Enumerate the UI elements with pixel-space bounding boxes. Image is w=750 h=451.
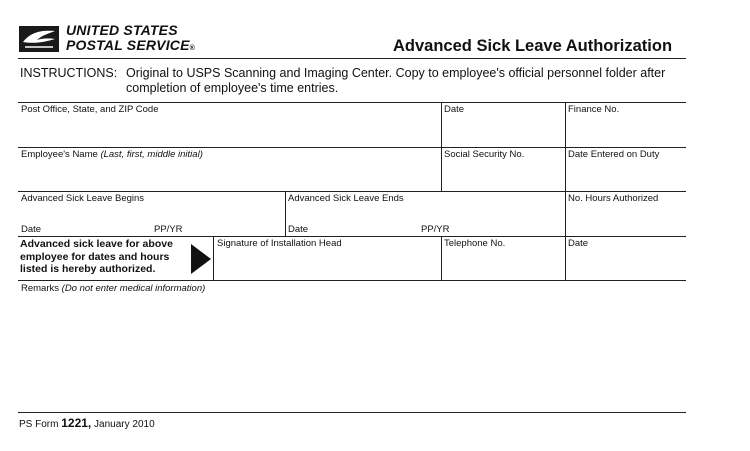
footer-form-number: 1221, <box>61 416 92 430</box>
footer-rule <box>18 412 686 413</box>
logo-line-2 <box>66 38 195 56</box>
logo-line-1: UNITED STATES <box>66 22 178 38</box>
leave-ends-date-label: Date <box>288 224 309 235</box>
leave-begins-field[interactable]: Advanced Sick Leave Begins <box>21 193 145 204</box>
grid-vline-565 <box>565 102 566 280</box>
hours-authorized-field[interactable]: No. Hours Authorized <box>568 193 659 204</box>
employee-name-hint: (Last, first, middle initial) <box>100 149 203 160</box>
remarks-field[interactable] <box>21 283 205 294</box>
remarks-label: Remarks <box>21 283 60 294</box>
grid-vline-441 <box>441 102 442 191</box>
grid-vline-441b <box>441 236 442 280</box>
grid-vline-285 <box>285 191 286 236</box>
authorization-line-2: employee for dates and hours <box>20 250 170 263</box>
leave-ends-ppyr-label: PP/YR <box>421 224 450 235</box>
post-office-field[interactable]: Post Office, State, and ZIP Code <box>21 104 159 115</box>
logo-line-2-text: POSTAL SERVICE <box>66 37 190 53</box>
instructions-line-2: completion of employee's time entries. <box>126 81 339 95</box>
footer-date: January 2010 <box>94 419 155 430</box>
telephone-field[interactable]: Telephone No. <box>444 238 506 249</box>
grid-line-row1-top <box>18 102 686 103</box>
form-footer <box>19 416 155 430</box>
signature-field[interactable]: Signature of Installation Head <box>217 238 342 249</box>
date-field[interactable]: Date <box>444 104 465 115</box>
grid-line-row3-top <box>18 191 686 192</box>
date-entered-on-duty-field[interactable]: Date Entered on Duty <box>568 149 660 160</box>
authorization-date-field[interactable]: Date <box>568 238 589 249</box>
authorization-line-3: listed is hereby authorized. <box>20 263 156 275</box>
employee-name-label: Employee's Name <box>21 149 98 160</box>
grid-line-row4-top <box>18 236 686 237</box>
arrow-right-icon <box>191 244 211 274</box>
grid-line-row2-top <box>18 147 686 148</box>
usps-eagle-logo-icon <box>19 26 59 52</box>
authorization-line-1: Advanced sick leave for above <box>20 238 173 250</box>
leave-ends-field[interactable]: Advanced Sick Leave Ends <box>288 193 404 204</box>
footer-prefix: PS Form <box>19 419 59 430</box>
authorization-statement <box>20 238 173 276</box>
leave-begins-ppyr-label: PP/YR <box>154 224 183 235</box>
registered-mark: ® <box>189 45 195 52</box>
header-rule <box>18 58 686 59</box>
leave-begins-date-label: Date <box>21 224 42 235</box>
instructions-line-1: Original to USPS Scanning and Imaging Center. Copy to employee's official personnel folder after <box>126 66 666 80</box>
remarks-hint: (Do not enter medical information) <box>61 283 206 294</box>
instructions-label: INSTRUCTIONS: <box>20 66 118 80</box>
employee-name-field[interactable] <box>21 149 203 160</box>
grid-line-row4-bottom <box>18 280 686 281</box>
ssn-field[interactable]: Social Security No. <box>444 149 525 160</box>
form-title: Advanced Sick Leave Authorization <box>393 37 673 55</box>
finance-no-field[interactable]: Finance No. <box>568 104 620 115</box>
grid-vline-213 <box>213 236 214 280</box>
